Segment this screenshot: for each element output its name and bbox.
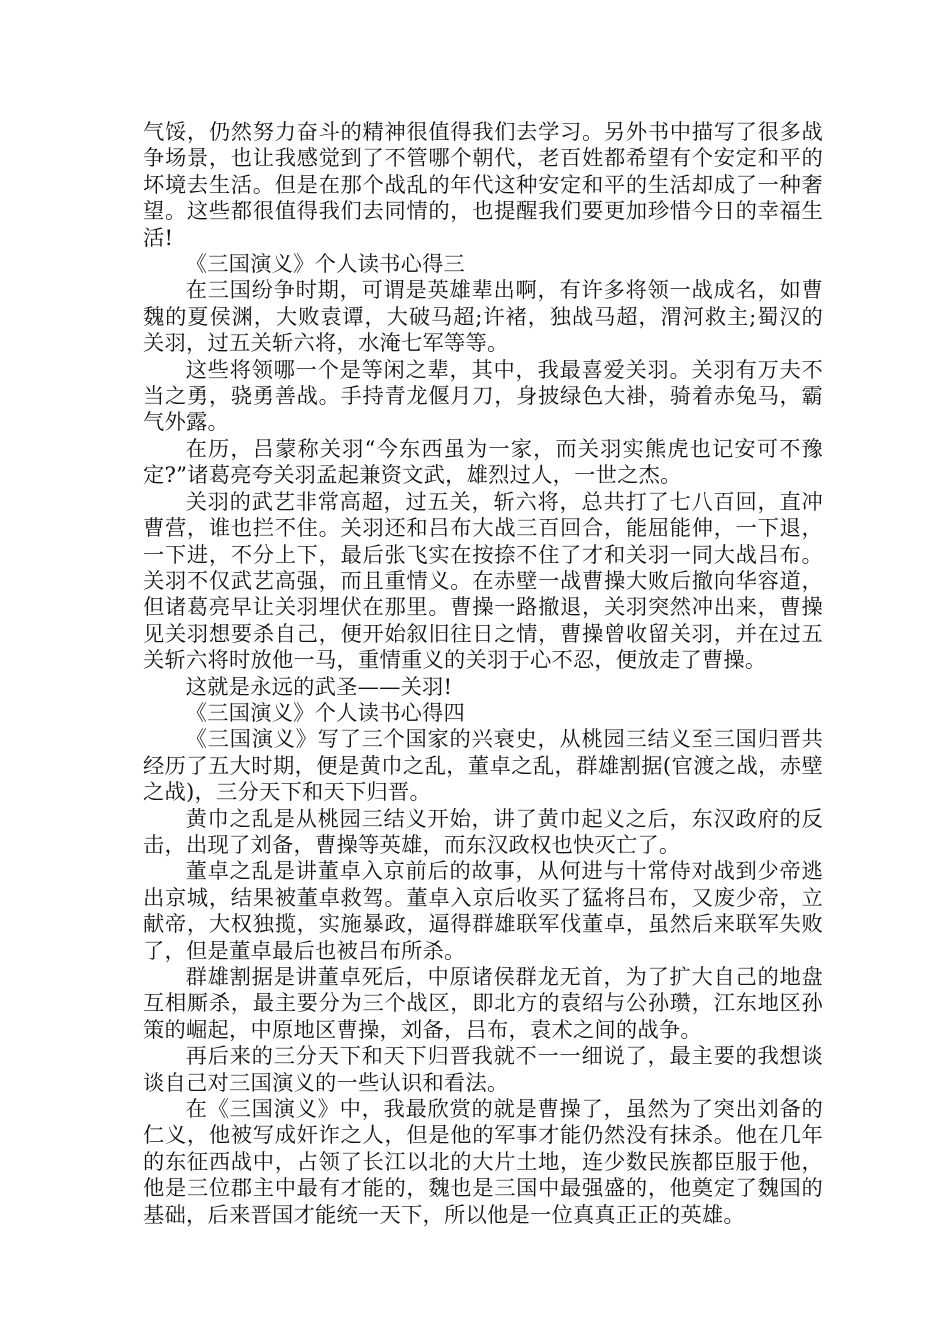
paragraph-intro-continuation: 气馁，仍然努力奋斗的精神很值得我们去学习。另外书中描写了很多战争场景，也让我感觉到了不管哪个朝代，老百姓都希望有个安定和平的坏境去生活。但是在那个战乱的年代这种安定和平的生活却成了一种奢望。这些都很值得我们去同情的，也提醒我们要更加珍惜今日的幸福生活!: [143, 120, 823, 251]
paragraph: 《三国演义》写了三个国家的兴衰史，从桃园三结义至三国归晋共经历了五大时期，便是黄巾之乱，董卓之乱，群雄割据(官渡之战，赤壁之战)，三分天下和天下归晋。: [143, 727, 823, 806]
paragraph: 这就是永远的武圣——关羽!: [185, 674, 453, 700]
paragraph: 关羽的武艺非常高超，过五关，斩六将，总共打了七八百回，直冲曹营，谁也拦不住。关羽还和吕布大战三百回合，能屈能伸，一下退，一下进，不分上下，最后张飞实在按捺不住了才和关羽一同大战吕布。关羽不仅武艺高强，而且重情义。在赤壁一战曹操大败后撤向华容道，但诸葛亮早让关羽埋伏在那里。曹操一路撤退，关羽突然冲出来，曹操见关羽想要杀自己，便开始叙旧往日之情，曹操曾收留关羽，并在过五关斩六将时放他一马，重情重义的关羽于心不忍，便放走了曹操。: [143, 489, 823, 674]
paragraph: 在三国纷争时期，可谓是英雄辈出啊，有许多将领一战成名，如曹魏的夏侯渊，大败袁谭，大破马超;许褚，独战马超，渭河救主;蜀汉的关羽，过五关斩六将，水淹七军等等。: [143, 278, 823, 357]
section-heading-4: 《三国演义》个人读书心得四: [185, 700, 466, 726]
paragraph: 董卓之乱是讲董卓入京前后的故事，从何进与十常侍对战到少帝逃出京城，结果被董卓救驾。董卓入京后收买了猛将吕布，又废少帝，立献帝，大权独揽，实施暴政，逼得群雄联军伐董卓，虽然后来联军失败了，但是董卓最后也被吕布所杀。: [143, 859, 823, 964]
paragraph: 群雄割据是讲董卓死后，中原诸侯群龙无首，为了扩大自己的地盘互相厮杀，最主要分为三个战区，即北方的袁绍与公孙瓒，江东地区孙策的崛起，中原地区曹操，刘备，吕布，袁术之间的战争。: [143, 965, 823, 1043]
document-page: [143, 120, 823, 1229]
paragraph: 在《三国演义》中，我最欣赏的就是曹操了，虽然为了突出刘备的仁义，他被写成奸诈之人，但是他的军事才能仍然没有抹杀。他在几年的东征西战中，占领了长江以北的大片土地，连少数民族都臣服于他，他是三位郡主中最有才能的，魏也是三国中最强盛的，他奠定了魏国的基础，后来晋国才能统一天下，所以他是一位真真正正的英雄。: [143, 1097, 823, 1228]
paragraph: 再后来的三分天下和天下归晋我就不一一细说了，最主要的我想谈谈自己对三国演义的一些认识和看法。: [143, 1044, 823, 1096]
paragraph: 这些将领哪一个是等闲之辈，其中，我最喜爱关羽。关羽有万夫不当之勇，骁勇善战。手持青龙偃月刀，身披绿色大褂，骑着赤兔马，霸气外露。: [143, 357, 823, 436]
paragraph: 在历，吕蒙称关羽“今东西虽为一家，而关羽实熊虎也记安可不豫定?”诸葛亮夸关羽孟起兼资文武，雄烈过人，一世之杰。: [143, 436, 823, 489]
paragraph: 黄巾之乱是从桃园三结义开始，讲了黄巾起义之后，东汉政府的反击，出现了刘备，曹操等英雄，而东汉政权也快灭亡了。: [143, 806, 823, 858]
section-heading-3: 《三国演义》个人读书心得三: [185, 252, 466, 278]
